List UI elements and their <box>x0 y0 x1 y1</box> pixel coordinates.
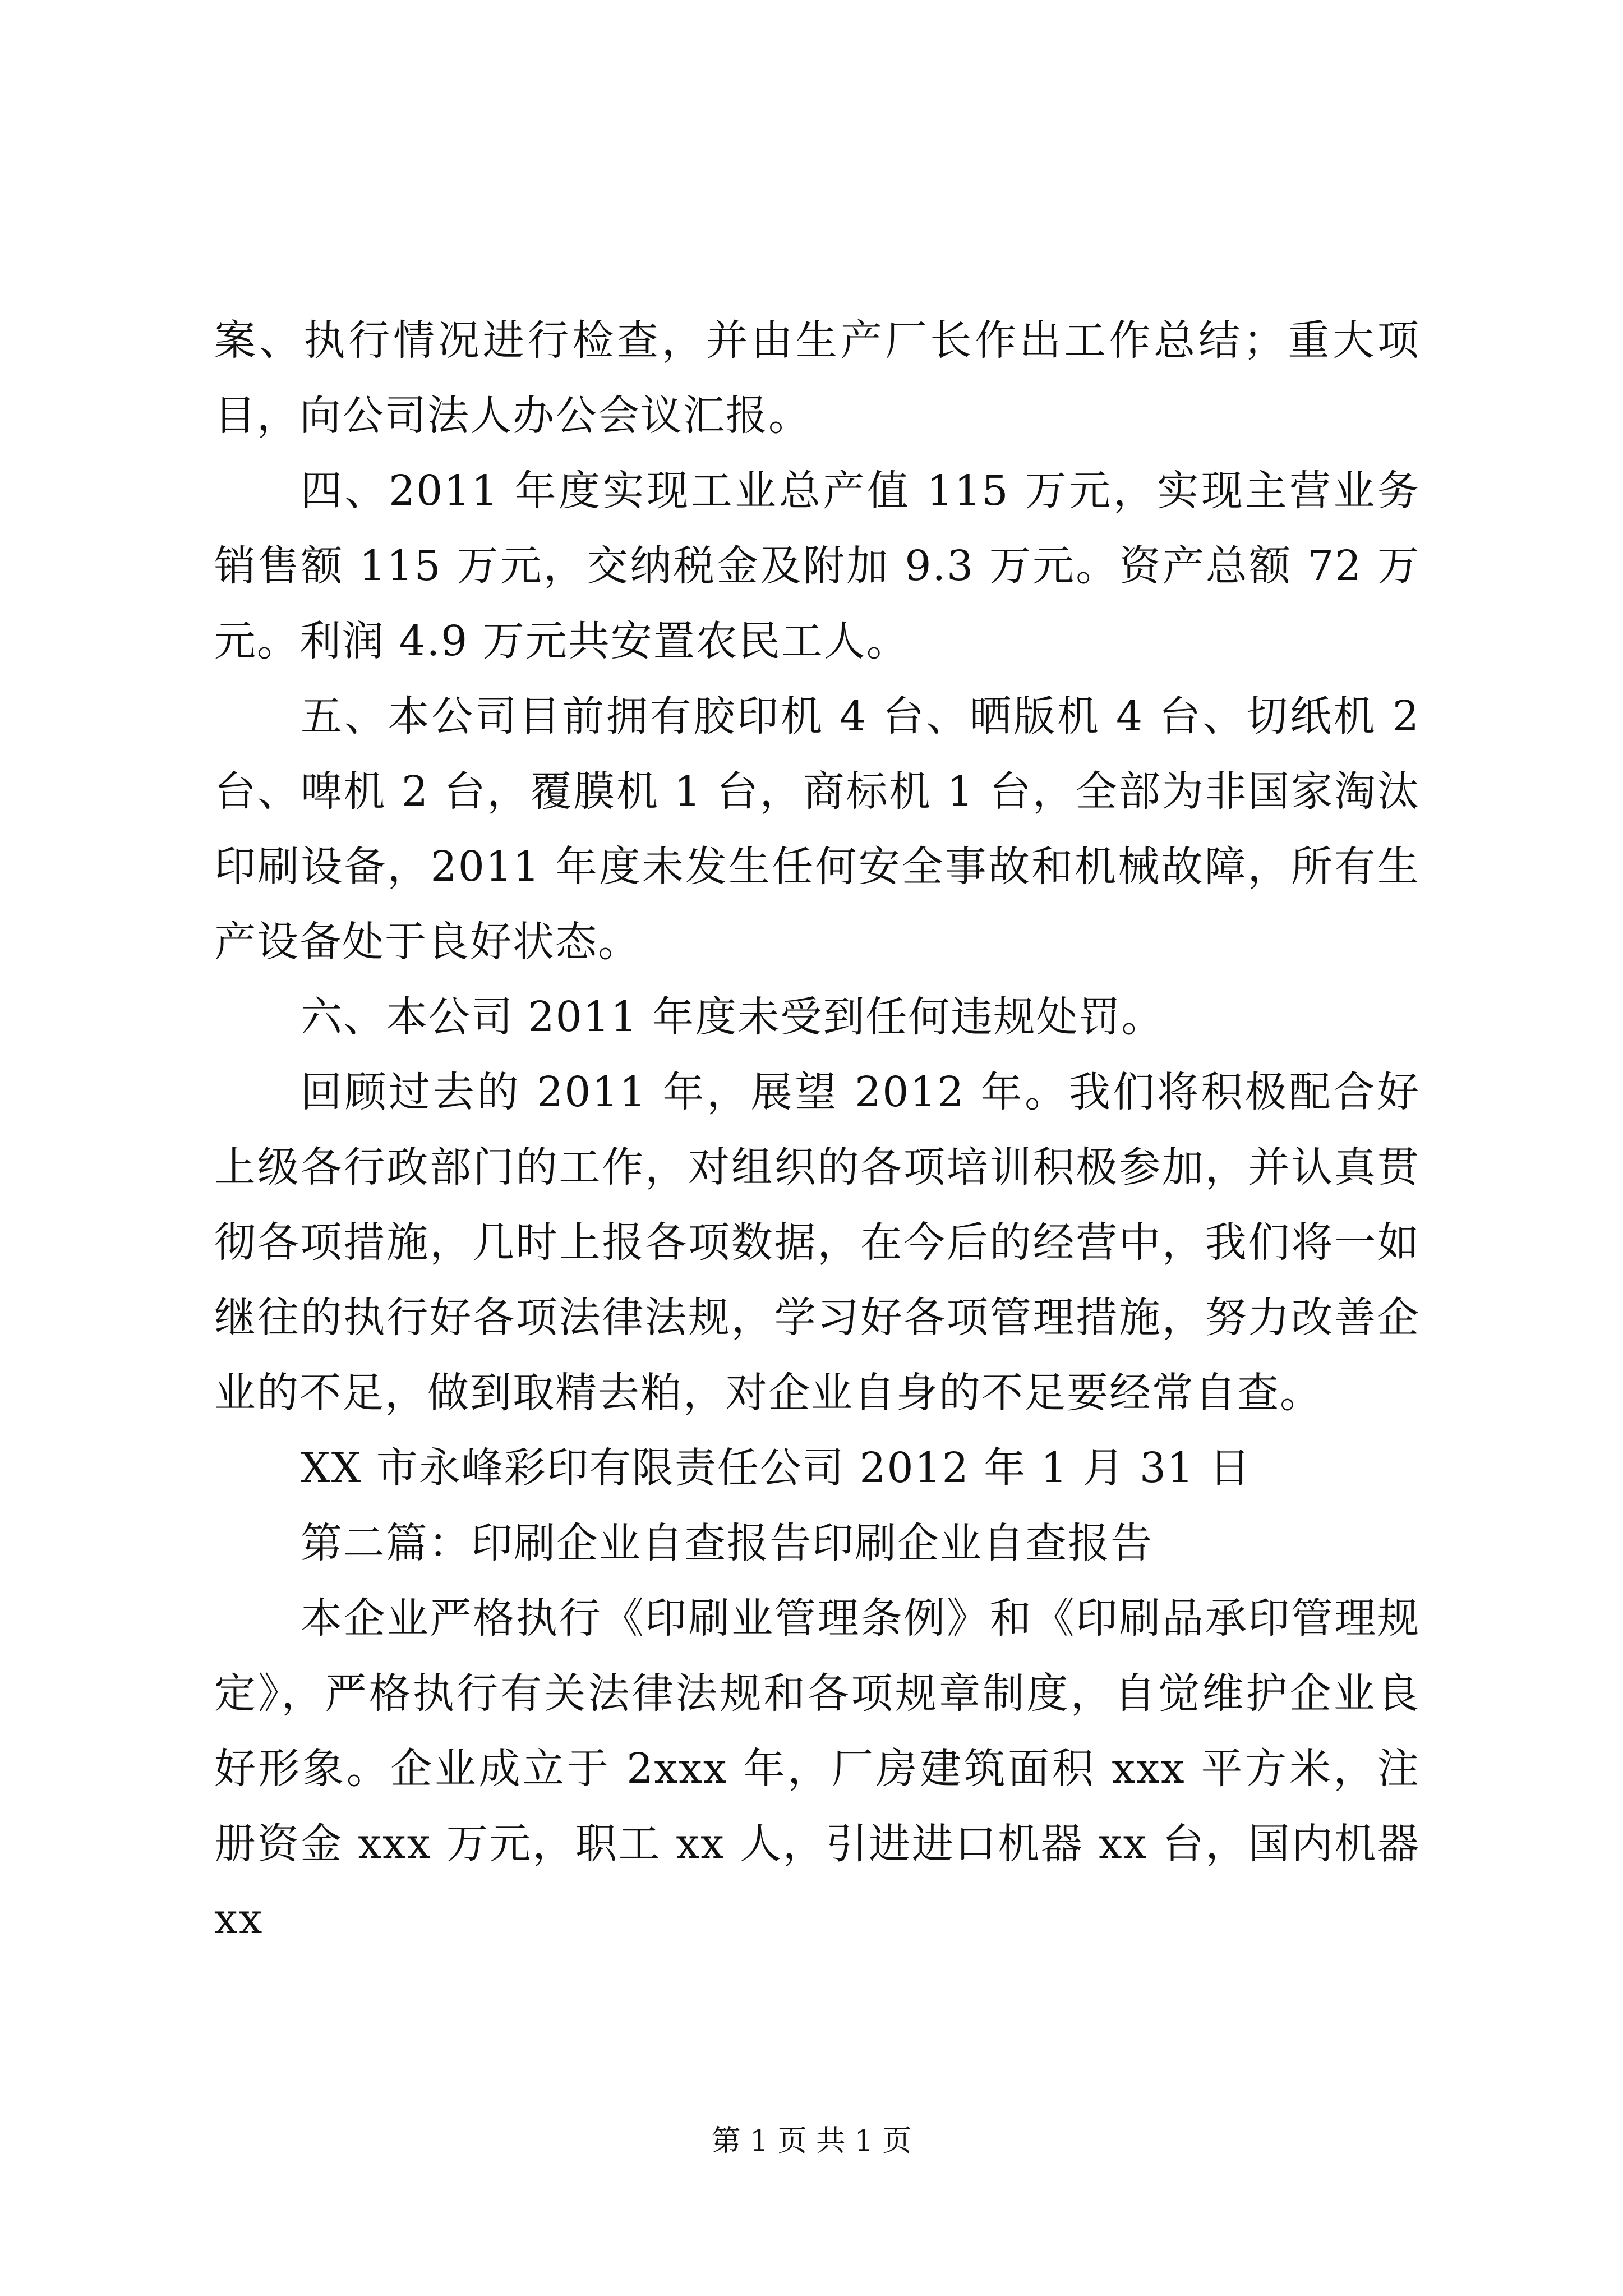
paragraph-item-four: 四、2011 年度实现工业总产值 115 万元，实现主营业务销售额 115 万元，交纳税金及附加 9.3 万元。资产总额 72 万元。利润 4.9 万元共安置农民工人。 <box>214 467 1420 665</box>
paragraph-item-five: 五、本公司目前拥有胶印机 4 台、晒版机 4 台、切纸机 2 台、啤机 2 台，覆膜机 1 台，商标机 1 台，全部为非国家淘汰印刷设备，2011 年度未发生任何安全事故和机械故障，所有生产设备处于良好状态。 <box>214 692 1420 966</box>
paragraph-item-six: 六、本公司 2011 年度未受到任何违规处罚。 <box>301 993 1164 1041</box>
section-heading: 第二篇：印刷企业自查报告印刷企业自查报告 <box>301 1519 1153 1567</box>
document-body <box>214 303 1420 1957</box>
paragraph-intro: 本企业严格执行《印刷业管理条例》和《印刷品承印管理规定》，严格执行有关法律法规和各项规章制度，自觉维护企业良好形象。企业成立于 2xxx 年，厂房建筑面积 xxx 平方米，注册资金 xxx 万元，职工 xx 人，引进进口机器 xx 台，国内机器 xx <box>214 1594 1420 1943</box>
paragraph-review: 回顾过去的 2011 年，展望 2012 年。我们将积极配合好上级各行政部门的工作，对组织的各项培训积极参加，并认真贯彻各项措施，几时上报各项数据，在今后的经营中，我们将一如继往的执行好各项法律法规，学习好各项管理措施，努力改善企业的不足，做到取精去粕，对企业自身的不足要经常自查。 <box>214 1068 1420 1417</box>
paragraph-continuation: 案、执行情况进行检查，并由生产厂长作出工作总结；重大项目，向公司法人办公会议汇报。 <box>214 316 1420 440</box>
paragraph-signature: XX 市永峰彩印有限责任公司 2012 年 1 月 31 日 <box>301 1444 1252 1492</box>
page-footer: 第 1 页 共 1 页 <box>711 2124 912 2158</box>
